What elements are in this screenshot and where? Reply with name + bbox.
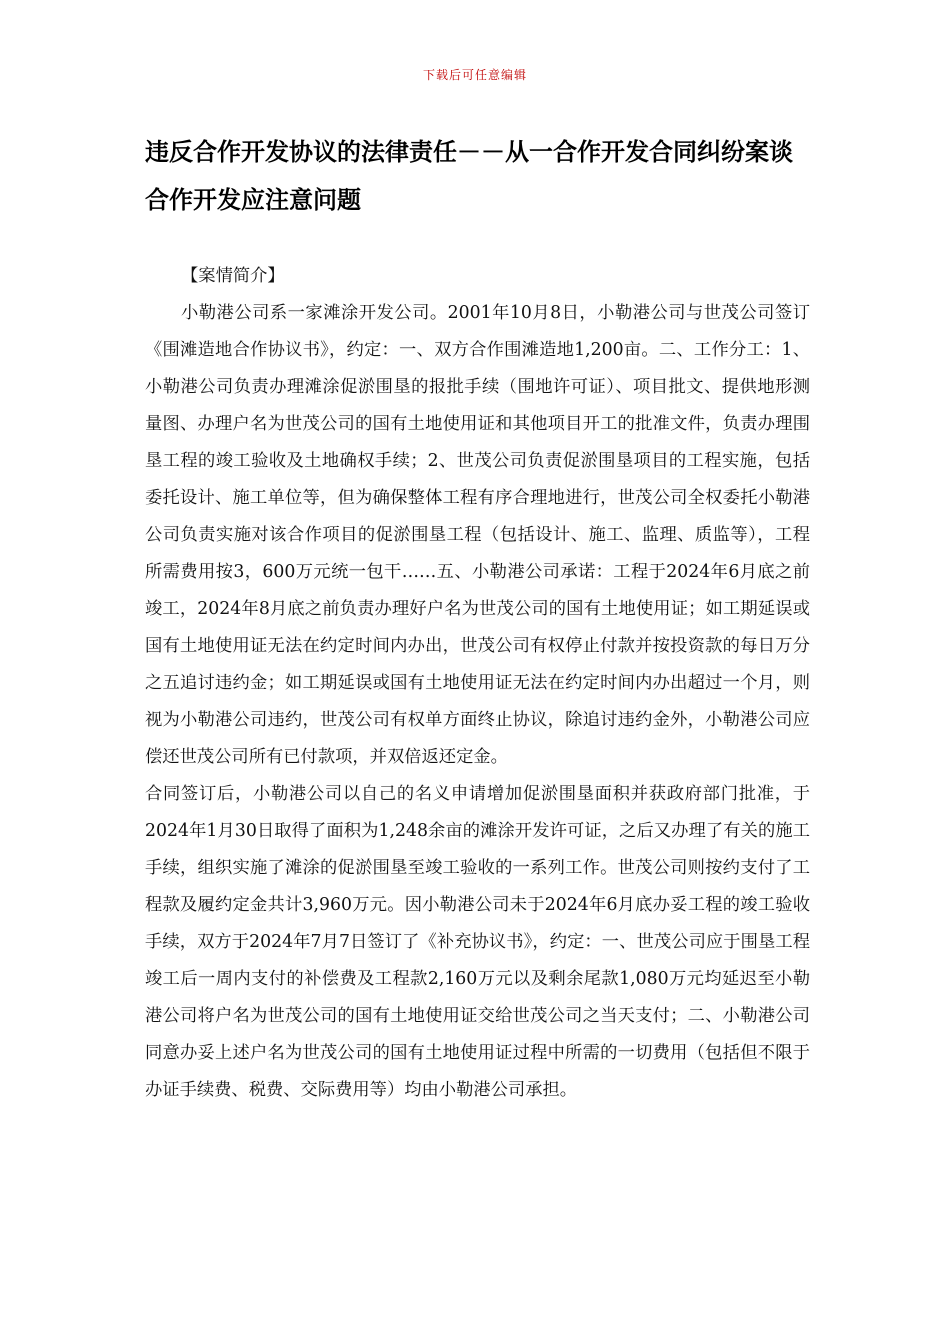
section-heading: 【案情简介】	[181, 266, 285, 286]
document-body	[145, 258, 810, 1109]
paragraph-2: 合同签订后，小勒港公司以自己的名义申请增加促淤围垦面积并获政府部门批准，于2024年1月30日取得了面积为1,248余亩的滩涂开发许可证，之后又办理了有关的施工手续，组织实施了滩涂的促淤围垦至竣工验收的一系列工作。世茂公司则按约支付了工程款及履约定金共计3,960万元。因小勒港公司未于2024年6月底办妥工程的竣工验收手续，双方于2024年7月7日签订了《补充协议书》，约定：一、世茂公司应于围垦工程竣工后一周内支付的补偿费及工程款2,160万元以及剩余尾款1,080万元均延迟至小勒港公司将户名为世茂公司的国有土地使用证交给世茂公司之当天支付；二、小勒港公司同意办妥上述户名为世茂公司的国有土地使用证过程中所需的一切费用（包括但不限于办证手续费、税费、交际费用等）均由小勒港公司承担。	[145, 784, 810, 1100]
header-note: 下载后可任意编辑	[422, 68, 527, 82]
document-title: 违反合作开发协议的法律责任－－从一合作开发合同纠纷案谈合作开发应注意问题	[145, 138, 793, 214]
paragraph-1: 小勒港公司系一家滩涂开发公司。2001年10月8日，小勒港公司与世茂公司签订《围滩造地合作协议书》，约定：一、双方合作围滩造地1,200亩。二、工作分工：1、小勒港公司负责办理滩涂促淤围垦的报批手续（围地许可证）、项目批文、提供地形测量图、办理户名为世茂公司的国有土地使用证和其他项目开工的批准文件，负责办理围垦工程的竣工验收及土地确权手续；2、世茂公司负责促淤围垦项目的工程实施，包括委托设计、施工单位等，但为确保整体工程有序合理地进行，世茂公司全权委托小勒港公司负责实施对该合作项目的促淤围垦工程（包括设计、施工、监理、质监等），工程所需费用按3，600万元统一包干……五、小勒港公司承诺：工程于2024年6月底之前竣工，2024年8月底之前负责办理好户名为世茂公司的国有土地使用证；如工期延误或国有土地使用证无法在约定时间内办出，世茂公司有权停止付款并按投资款的每日万分之五追讨违约金；如工期延误或国有土地使用证无法在约定时间内办出超过一个月，则视为小勒港公司违约，世茂公司有权单方面终止协议，除追讨违约金外，小勒港公司应偿还世茂公司所有已付款项，并双倍返还定金。	[145, 303, 810, 767]
